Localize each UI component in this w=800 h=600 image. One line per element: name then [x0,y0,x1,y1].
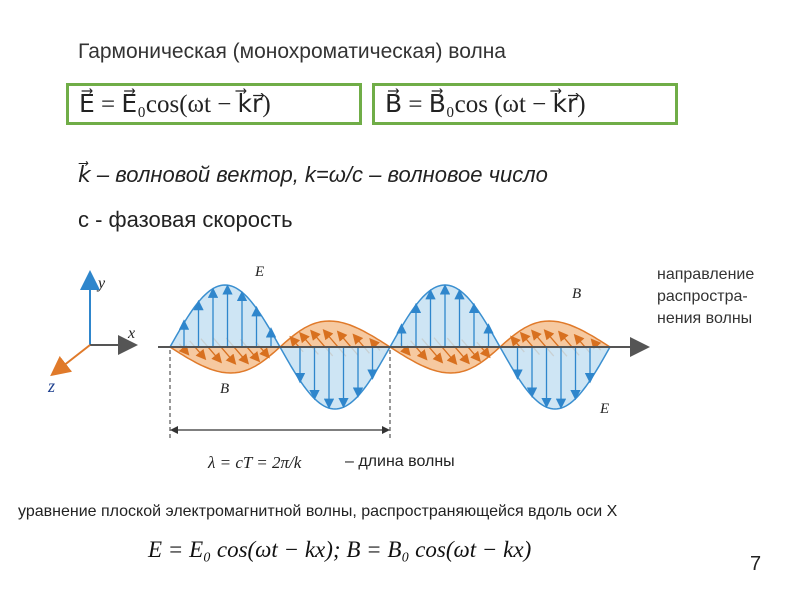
plane-wave-description: уравнение плоской электромагнитной волны, распространяющейся вдоль оси X [18,503,618,520]
coordinate-axes [47,275,135,396]
page-number: 7 [750,553,762,575]
b-field-equation: B⃗ = B⃗₀cos (ωt − k⃗r⃗) [385,91,586,118]
y-axis-label: y [98,275,106,292]
x-axis-label: x [128,325,136,342]
e-field-equation: E⃗ = E⃗₀cos(ωt − k⃗r⃗) [79,91,271,118]
wavelength-label: – длина волны [345,453,455,470]
direction-line-3: нения волны [657,310,753,327]
z-axis [58,345,90,370]
lambda-formula: λ = cT = 2π/k [208,453,302,472]
e-vector-label-top: E⃗ [255,264,276,280]
b-vector-label-right: B⃗ [572,286,593,302]
slide-title: Гармоническая (монохроматическая) волна [78,40,506,63]
wavelength-arrow-left [170,426,178,434]
plane-wave-equation: E = E₀ cos(ωt − kx); B = B₀ cos(ωt − kx) [148,537,532,562]
direction-line-1: направление [657,266,755,283]
wavelength-arrow-right [382,426,390,434]
e-vector-label-bottom: E⃗ [600,401,621,417]
b-vector-label-bottom: B⃗ [220,381,241,397]
z-axis-label: z [48,376,56,396]
wave-vector-description: k⃗ – волновой вектор, k=ω/c – волновое число [78,162,548,187]
propagation-direction-label [657,264,754,330]
direction-line-2: распростра- [657,288,748,305]
phase-speed-description: c - фазовая скорость [78,207,293,232]
